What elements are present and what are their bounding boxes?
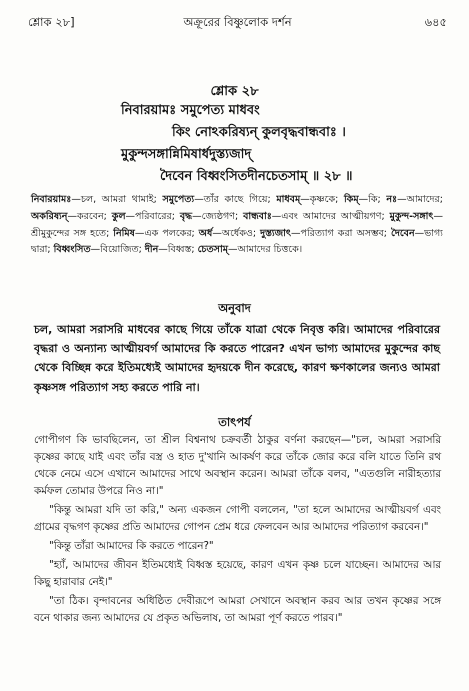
running-header (28, 14, 447, 32)
synonym-term: দীন (144, 244, 159, 256)
synonym-meaning: আমাদের চিত্তকে (237, 244, 299, 256)
header-verse-ref: শ্লোক ২৮] (28, 15, 75, 29)
synonym-meaning: বিয়োজিত (100, 244, 139, 256)
purport-paragraph: গোপীগণ কি ভাবছিলেন, তা শ্রীল বিশ্বনাথ চক্রবর্তী ঠাকুর বর্ণনা করছেন—"চল, আমরা সরাসরি কৃষ্ণের কাছে যাই এবং তাঁর বস্ত্র ও হাত দু'খানি আকর্ষণ করে তাঁকে জোর করে বলি যাতে তিনি রথ থেকে নেমে এসে এখানে আমাদের সাথে অবস্থান করেন। আমরা তাঁকে বলব, "এতগুলি নারীহত্যার কর্মফল তোমার উপরে নিও না।" (34, 434, 441, 497)
purport-paragraph: "তা ঠিক। বৃন্দাবনের অধিষ্ঠিত দেবীরূপে আমরা সেখানে অবস্থান করব আর তখন কৃষ্ণের সঙ্গে বনে থাকার জন্য আমাদের যে প্রকৃত অভিলাষ, তা আমরা পূর্ণ করতে পারব।" (34, 595, 441, 624)
synonym-term: নঃ (386, 194, 398, 205)
verse-line: নিবারয়ামঃ সমুপেত্য মাধবং (121, 103, 260, 118)
synonym-meaning: পরিত্যাগ করা অসম্ভব (300, 227, 384, 239)
synonym-term: মাধবম্ (276, 194, 301, 205)
purport-heading: তাৎপর্য (218, 415, 251, 429)
synonym-term: বিধ্বংসিত (53, 244, 91, 256)
synonym-term: দুস্ত্যজাৎ (260, 227, 292, 239)
synonym-meaning: কৃষ্ণকে (309, 194, 336, 205)
synonym-term: নিমিষ (113, 227, 135, 239)
synonym-meaning: ভাগ্য দ্বারা (31, 227, 443, 256)
synonym-meaning: তাঁর কাছে গিয়ে (203, 194, 268, 205)
verse-line: কিং নোঽকরিষ্যন্ কুলবৃদ্ধবান্ধবাঃ । (172, 125, 346, 140)
translation-heading: অনুবাদ (218, 301, 251, 315)
synonym-term: মুকুন্দ-সঙ্গাৎ (389, 210, 434, 222)
verse-line: দৈবেন বিধ্বংসিতদীনচেতসাম্ ॥ ২৮ ॥ (160, 169, 353, 184)
synonym-meaning: জ্যেষ্ঠগণ (201, 210, 235, 222)
purport-paragraph: "কিন্তু তাঁরা আমাদের কি করতে পারেন?" (49, 540, 214, 552)
verse-line: মুকুন্দসঙ্গান্নিমিষার্ধদুস্ত্যজাদ্ (121, 147, 252, 162)
synonym-term: নিবারয়ামঃ (31, 194, 72, 205)
purport-paragraph: "হ্যাঁ, আমাদের জীবন ইতিমধ্যেই বিধ্বস্ত হয়েছে, কারণ এখন কৃষ্ণ চলে যাচ্ছেন। আমাদের আর কিছু হারাবার নেই।" (34, 559, 441, 588)
purport-block (34, 432, 441, 629)
synonym-meaning: শ্রীমুকুন্দের সঙ্গ হতে (31, 227, 107, 239)
synonym-term: দৈবেন (391, 227, 415, 239)
synonym-term: বৃদ্ধ (179, 210, 193, 222)
synonym-term: কিম্ (343, 194, 359, 205)
synonym-meaning: পরিবারের (135, 210, 172, 222)
synonym-meaning: আমাদের (406, 194, 440, 205)
synonym-meaning: করবেন (76, 210, 104, 222)
synonym-meaning: এক পলকের (144, 227, 192, 239)
synonym-term: অকরিষ্যন্ (31, 210, 68, 222)
synonym-meaning: অর্ধেকও (221, 227, 253, 239)
synonym-meaning: এবং আমাদের আত্মীয়গণ (281, 210, 382, 222)
synonym-term: অর্ধ (198, 227, 213, 239)
translation-text: চল, আমরা সরাসরি মাধবের কাছে গিয়ে তাঁকে যাত্রা থেকে নিবৃত্ত করি। আমাদের পরিবারের বৃদ্ধরা ও অন্যান্য আত্মীয়বর্গ আমাদের কি করতে পারেন? এখন ভাগ্য আমাদের মুকুন্দের কাছ থেকে বিচ্ছিন্ন করে ইতিমধ্যেই আমাদের হৃদয়কে দীন করেছে, কারণ ক্ষণকালের জন্যও আমরা কৃষ্ণসঙ্গ পরিত্যাগ সহ্য করতে পারি না। (34, 323, 440, 394)
synonym-term: সমুপেত্য (162, 194, 195, 205)
synonym-meaning: কি (368, 194, 378, 205)
synonym-term: বান্ধবাঃ (243, 210, 272, 222)
header-chapter-title: অক্রূরের বিষ্ণুলোক দর্শন (183, 15, 292, 29)
synonym-term: চেতসাম্ (197, 244, 228, 256)
synonym-meaning: চল, আমরা থামাই (80, 194, 154, 205)
page-number: ৬৪৫ (424, 15, 447, 29)
synonyms-block: নিবারয়ামঃ—চল, আমরা থামাই; সমুপেত্য—তাঁর কাছে গিয়ে; মাধবম্—কৃষ্ণকে; কিম্—কি; নঃ—আমাদের; অকরিষ্যন্—করবেন; কুল—পরিবারের; বৃদ্ধ—জ্যেষ্ঠগণ; বান্ধবাঃ—এবং আমাদের আত্মীয়গণ; মুকুন্দ-সঙ্গাৎ—শ্রীমুকুন্দের সঙ্গ হতে; নিমিষ—এক পলকের; অর্ধ—অর্ধেকও; দুস্ত্যজাৎ—পরিত্যাগ করা অসম্ভব; দৈবেন—ভাগ্য দ্বারা; বিধ্বংসিত—বিয়োজিত; দীন—বিধ্বস্ত; চেতসাম্—আমাদের চিত্তকে। (31, 194, 443, 256)
synonym-meaning: বিধ্বস্ত (167, 244, 192, 256)
verse-number: শ্লোক ২৮ (210, 84, 259, 99)
purport-paragraph: "কিন্তু আমরা যদি তা করি," অন্য একজন গোপী বললেন, "তা হলে আমাদের আত্মীয়বর্গ এবং গ্রামের বৃদ্ধগণ কৃষ্ণের প্রতি আমাদের গোপন প্রেম ধরে ফেলবেন আর আমাদের পরিত্যাগ করবেন।" (34, 504, 441, 533)
synonym-term: কুল (111, 210, 126, 222)
